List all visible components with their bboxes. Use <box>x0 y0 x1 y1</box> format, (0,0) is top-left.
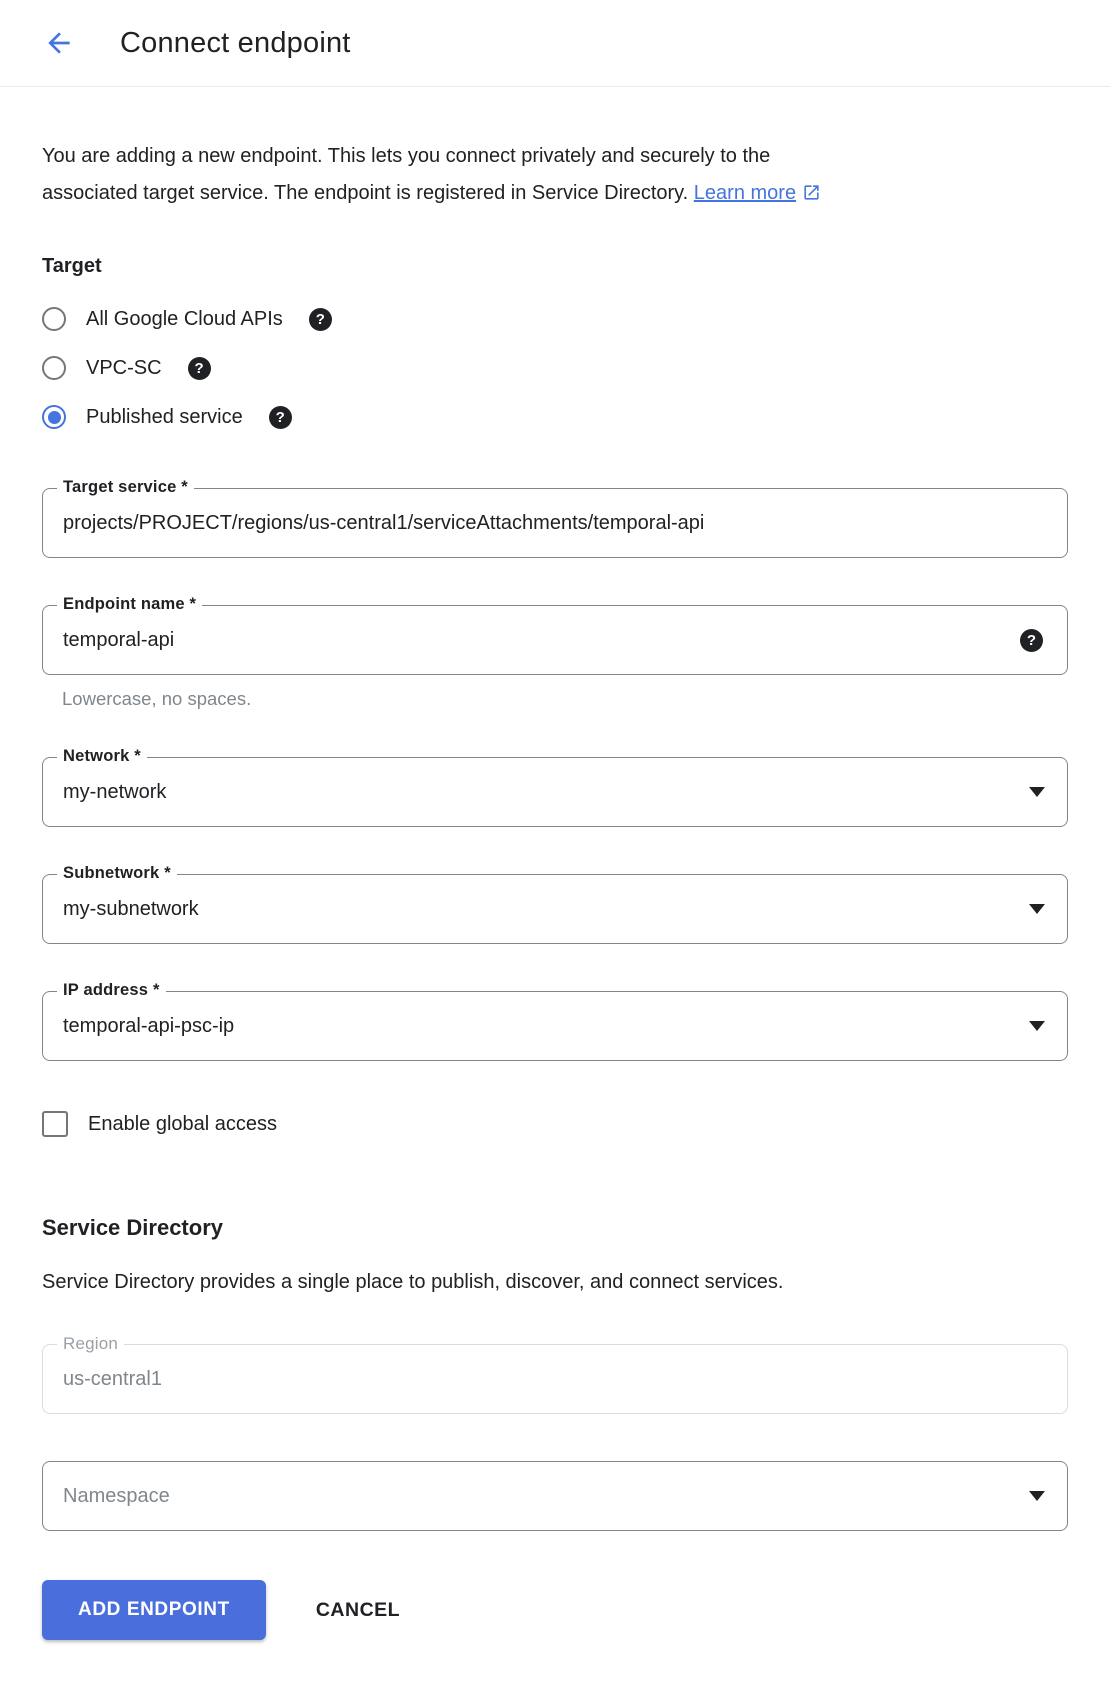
region-value: us-central1 <box>63 1367 162 1390</box>
radio-icon-selected[interactable] <box>42 405 66 429</box>
dropdown-arrow-icon <box>1029 787 1045 797</box>
target-heading: Target <box>42 255 102 277</box>
enable-global-access-row[interactable] <box>42 1111 1068 1137</box>
enable-global-access-label: Enable global access <box>88 1112 278 1135</box>
enable-global-access-checkbox[interactable] <box>42 1111 68 1137</box>
ip-address-label: IP address * <box>57 981 166 1000</box>
radio-label: VPC-SC <box>86 356 162 379</box>
service-directory-heading: Service Directory <box>42 1215 223 1240</box>
action-bar <box>42 1580 1068 1690</box>
dropdown-arrow-icon <box>1029 904 1045 914</box>
add-endpoint-button[interactable]: ADD ENDPOINT <box>42 1580 266 1640</box>
help-icon[interactable]: ? <box>269 406 292 429</box>
network-label: Network * <box>57 747 147 766</box>
help-icon[interactable]: ? <box>309 308 332 331</box>
subnetwork-label: Subnetwork * <box>57 864 177 883</box>
region-label: Region <box>57 1334 124 1354</box>
region-field <box>42 1334 1068 1414</box>
target-service-field[interactable] <box>42 478 1068 558</box>
service-directory-description: Service Directory provides a single place to publish, discover, and connect services. <box>42 1271 784 1293</box>
intro-line-2: associated target service. The endpoint is registered in Service Directory. Learn more <box>42 175 1068 215</box>
subnetwork-select[interactable] <box>42 864 1068 944</box>
radio-icon[interactable] <box>42 356 66 380</box>
page-header <box>0 0 1110 87</box>
radio-option-all-google-cloud-apis[interactable] <box>42 304 1068 334</box>
cancel-button[interactable]: CANCEL <box>315 1598 401 1621</box>
radio-option-vpc-sc[interactable] <box>42 353 1068 383</box>
radio-label: All Google Cloud APIs <box>86 307 283 330</box>
radio-option-published-service[interactable] <box>42 402 1068 432</box>
endpoint-name-hint: Lowercase, no spaces. <box>62 688 252 709</box>
network-select[interactable] <box>42 747 1068 827</box>
help-icon[interactable]: ? <box>1020 629 1043 652</box>
network-value: my-network <box>63 780 167 803</box>
learn-more-link[interactable]: Learn more <box>693 182 797 204</box>
intro-text <box>42 138 1068 215</box>
target-service-label: Target service * <box>57 478 194 497</box>
target-radio-group <box>42 304 1068 432</box>
target-service-value: projects/PROJECT/regions/us-central1/serviceAttachments/temporal-api <box>63 511 705 534</box>
radio-icon[interactable] <box>42 307 66 331</box>
back-button[interactable] <box>42 26 76 60</box>
subnetwork-value: my-subnetwork <box>63 897 199 920</box>
help-icon[interactable]: ? <box>188 357 211 380</box>
ip-address-select[interactable] <box>42 981 1068 1061</box>
endpoint-name-field[interactable] <box>42 595 1068 675</box>
dropdown-arrow-icon <box>1029 1491 1045 1501</box>
endpoint-name-value: temporal-api <box>63 628 175 651</box>
page-title: Connect endpoint <box>120 26 351 59</box>
radio-label: Published service <box>86 405 243 428</box>
dropdown-arrow-icon <box>1029 1021 1045 1031</box>
endpoint-name-label: Endpoint name * <box>57 595 202 614</box>
open-in-new-icon[interactable] <box>802 178 821 215</box>
namespace-placeholder: Namespace <box>63 1484 170 1507</box>
ip-address-value: temporal-api-psc-ip <box>63 1014 235 1037</box>
intro-line-1: You are adding a new endpoint. This lets you connect privately and securely to the <box>42 145 771 167</box>
namespace-select[interactable] <box>42 1461 1068 1531</box>
arrow-left-icon <box>43 27 75 59</box>
